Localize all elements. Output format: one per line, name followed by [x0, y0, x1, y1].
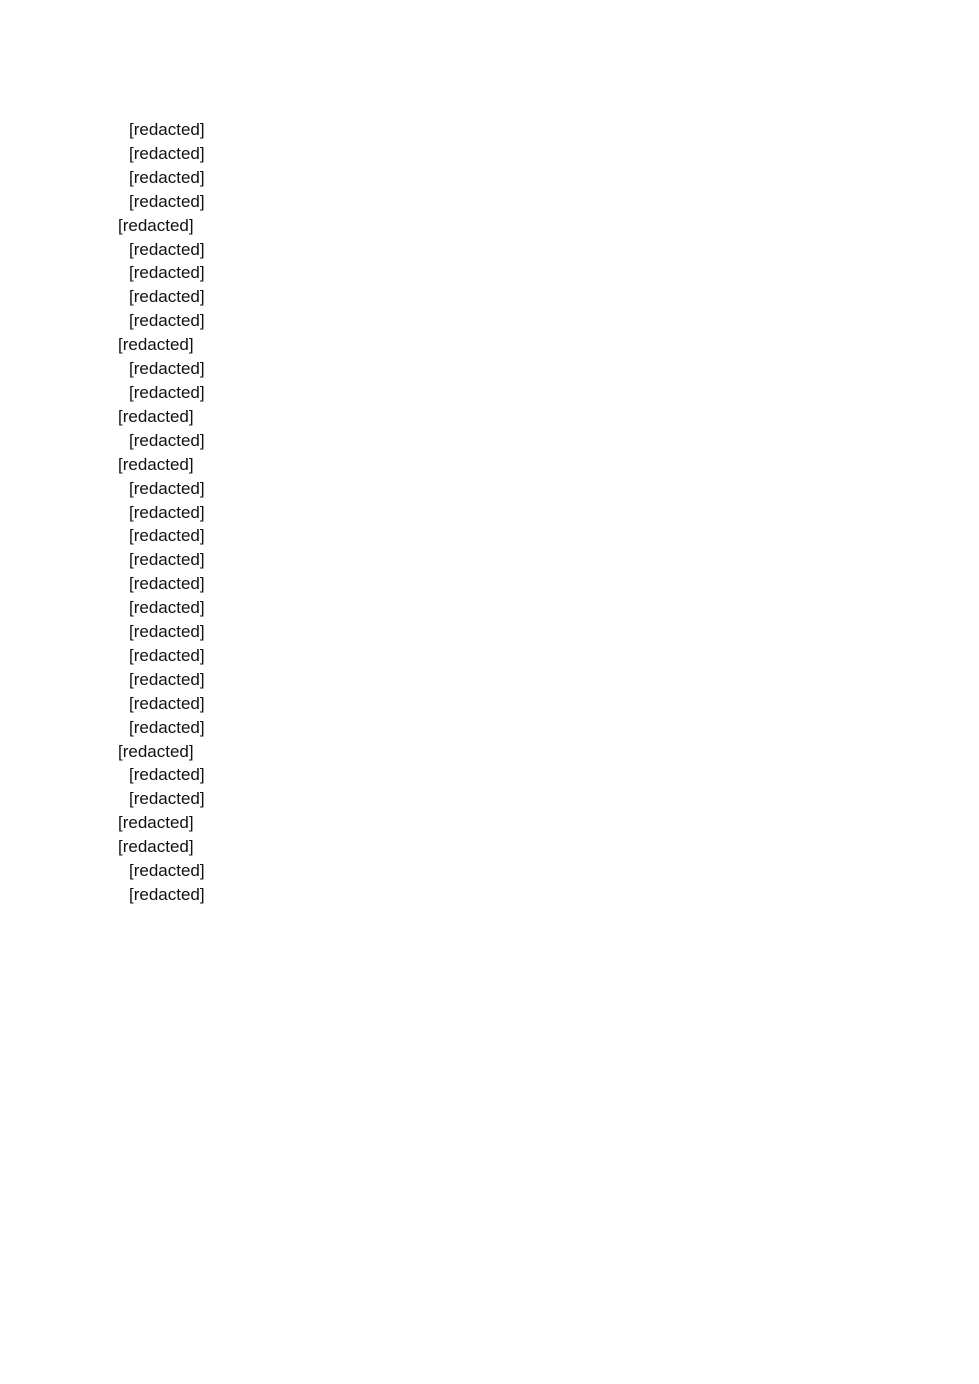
- text-line: [redacted]: [118, 837, 194, 857]
- text-line: [redacted]: [129, 311, 205, 331]
- text-line: [redacted]: [129, 287, 205, 307]
- text-line: [redacted]: [129, 861, 205, 881]
- text-line: [redacted]: [129, 526, 205, 546]
- text-line: [redacted]: [129, 574, 205, 594]
- text-line: [redacted]: [129, 789, 205, 809]
- text-line: [redacted]: [129, 382, 205, 402]
- text-line: [redacted]: [129, 622, 205, 642]
- text-line: [redacted]: [129, 263, 205, 283]
- text-line: [redacted]: [129, 502, 205, 522]
- text-line: [redacted]: [129, 359, 205, 379]
- body-text: [118, 118, 863, 907]
- text-line: [redacted]: [129, 239, 205, 259]
- text-line: [redacted]: [118, 813, 194, 833]
- text-line: [redacted]: [129, 717, 205, 737]
- text-line: [redacted]: [129, 430, 205, 450]
- text-line: [redacted]: [118, 454, 194, 474]
- text-line: [redacted]: [129, 765, 205, 785]
- text-line: [redacted]: [118, 741, 194, 761]
- text-line: [redacted]: [118, 406, 194, 426]
- text-line: [redacted]: [129, 550, 205, 570]
- text-line: [redacted]: [129, 167, 205, 187]
- text-line: [redacted]: [118, 335, 194, 355]
- text-line: [redacted]: [129, 693, 205, 713]
- text-line: [redacted]: [129, 598, 205, 618]
- text-line: [redacted]: [129, 669, 205, 689]
- text-line: [redacted]: [129, 645, 205, 665]
- text-line: [redacted]: [118, 215, 194, 235]
- text-line: [redacted]: [129, 885, 205, 904]
- text-line: [redacted]: [129, 143, 205, 163]
- text-line: [redacted]: [129, 478, 205, 498]
- text-line: [redacted]: [129, 120, 205, 139]
- text-line: [redacted]: [129, 191, 205, 211]
